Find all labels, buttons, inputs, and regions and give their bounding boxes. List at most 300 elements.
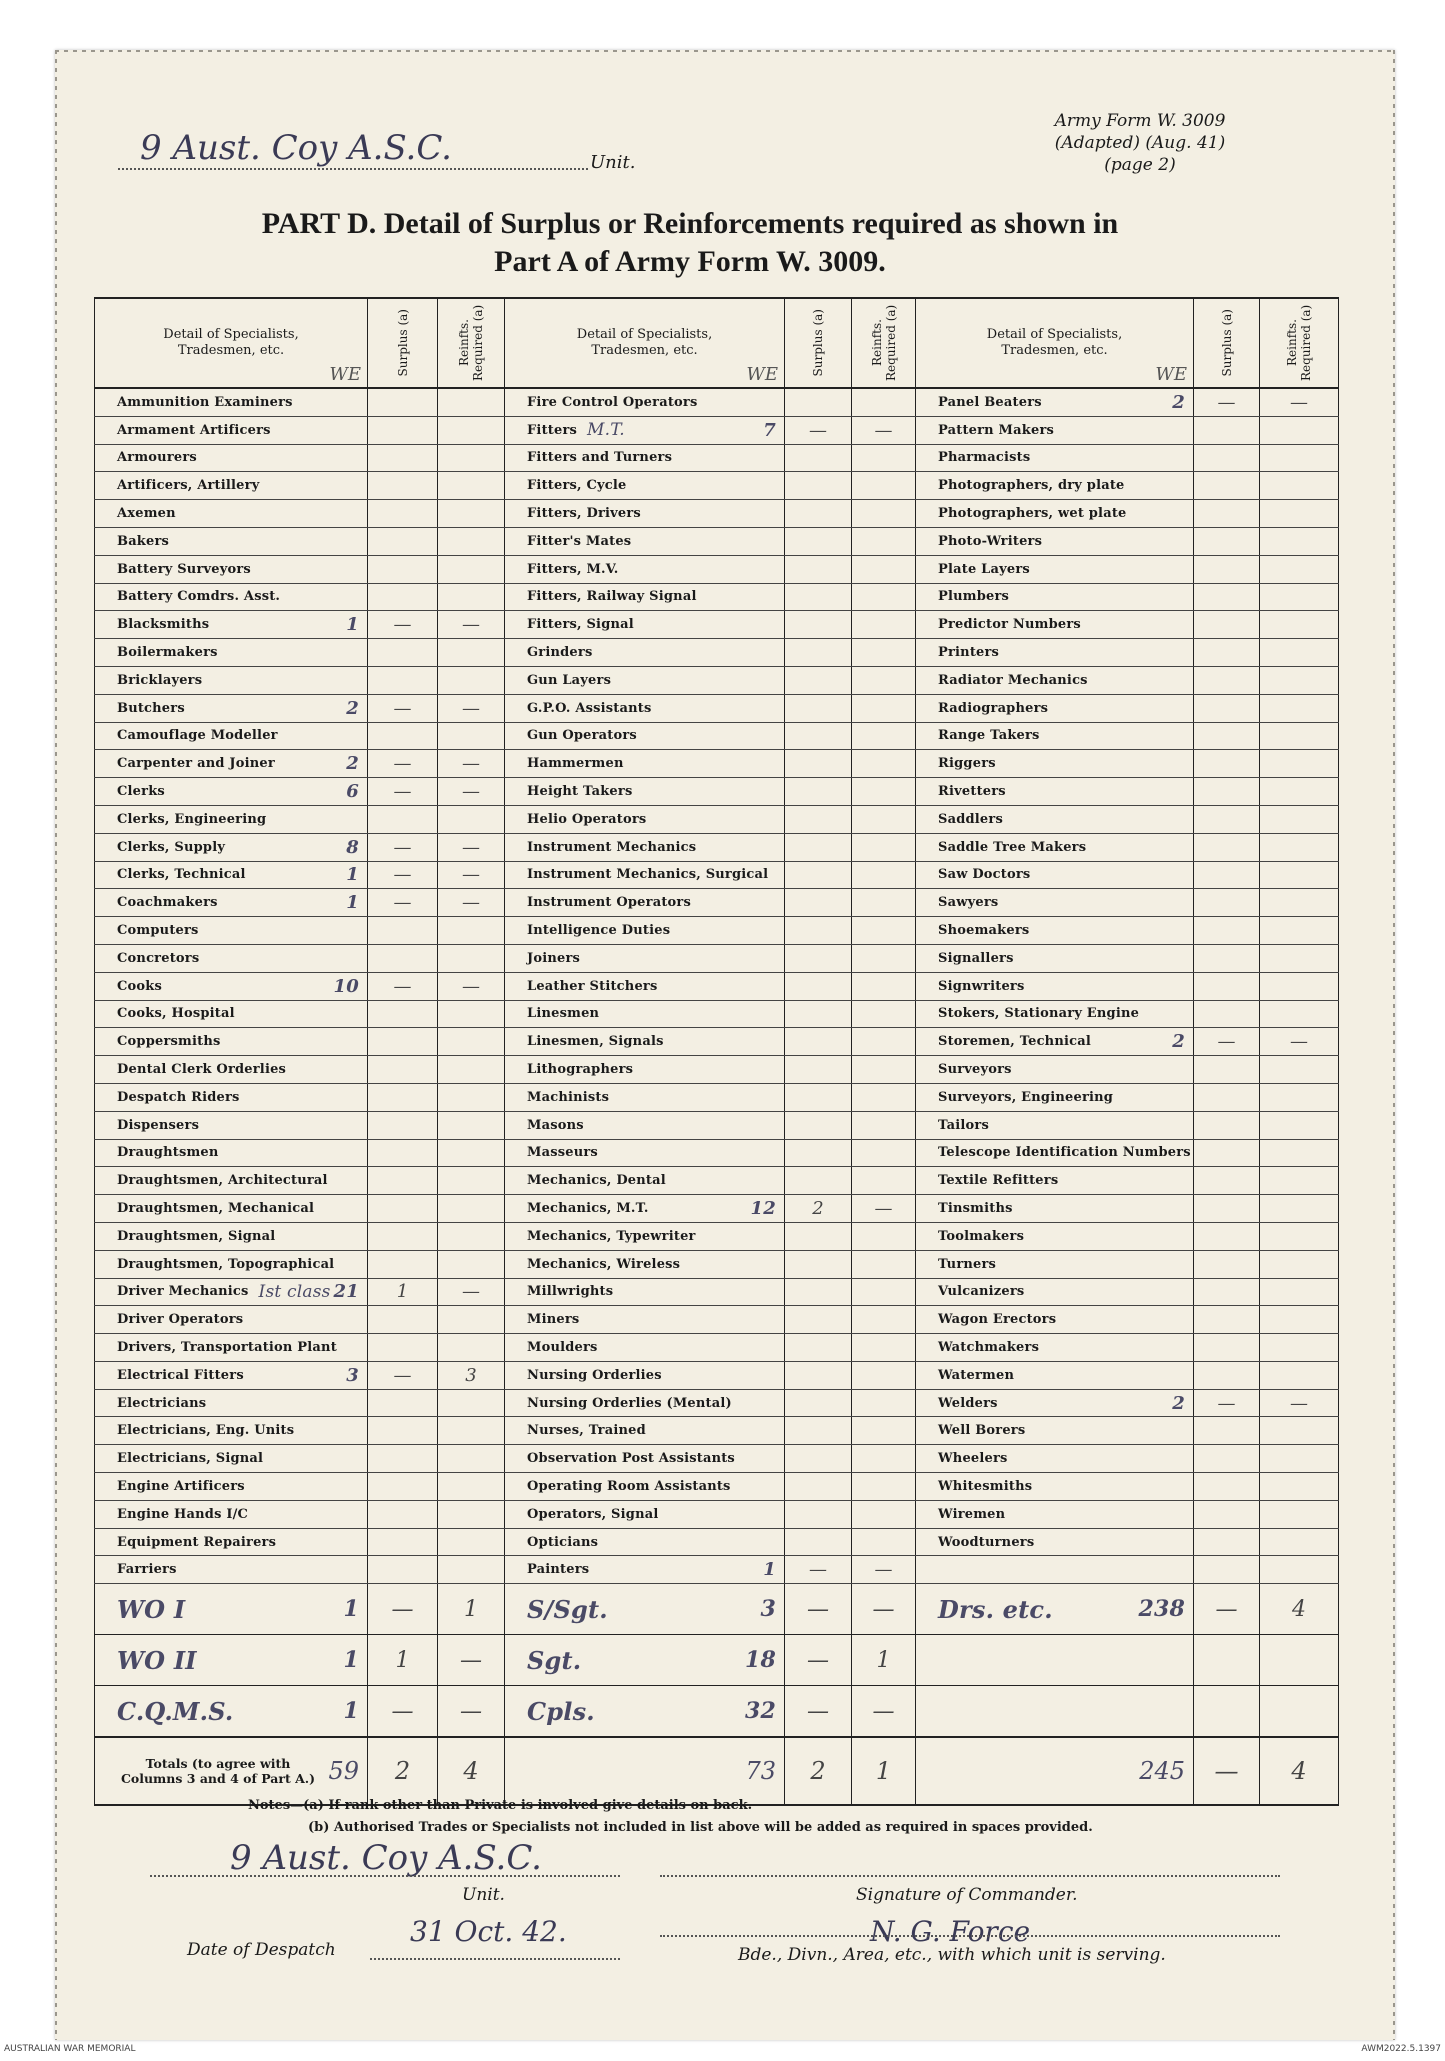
trade-name: Intelligence Duties	[527, 923, 671, 939]
table-row	[95, 583, 1339, 611]
reinf-cell	[852, 722, 916, 750]
form-ref-line3: (page 2)	[1104, 155, 1176, 175]
trade-name: Grinders	[527, 645, 593, 661]
surplus-cell	[368, 1111, 438, 1139]
trade-name: Textile Refitters	[938, 1173, 1059, 1189]
header-detail-3: Detail of Specialists, Tradesmen, etc. WE	[916, 298, 1194, 388]
trade-label	[916, 1556, 1194, 1584]
trade-label	[916, 1111, 1194, 1139]
reinf-cell	[1260, 1056, 1339, 1084]
trade-name: Clerks, Technical	[117, 867, 246, 883]
trade-label	[916, 778, 1194, 806]
header-surplus-1: Surplus (a)	[368, 298, 438, 388]
reinf-cell: —	[438, 694, 505, 722]
trade-name: Instrument Operators	[527, 895, 691, 911]
table-row	[95, 666, 1339, 694]
trade-name: Draughtsmen, Topographical	[117, 1256, 335, 1272]
reinf-cell: —	[438, 750, 505, 778]
surplus-cell	[785, 833, 852, 861]
trade-name: Fitters and Turners	[527, 450, 673, 466]
trade-name: Turners	[938, 1256, 997, 1272]
reinf-cell: —	[438, 972, 505, 1000]
trade-label	[95, 555, 368, 583]
surplus-cell: 2	[785, 1195, 852, 1223]
table-row	[95, 778, 1339, 806]
surplus-cell	[785, 1473, 852, 1501]
surplus-cell	[785, 1000, 852, 1028]
trade-label	[916, 1139, 1194, 1167]
trade-label	[505, 1686, 785, 1738]
surplus-cell: —	[785, 416, 852, 444]
trade-name: Millwrights	[527, 1284, 614, 1300]
trade-label	[505, 1028, 785, 1056]
surplus-cell: —	[368, 778, 438, 806]
surplus-cell	[368, 1389, 438, 1417]
header-reinf-1: Reinfts. Required (a)	[438, 298, 505, 388]
trade-label	[505, 1306, 785, 1334]
trade-name: S/Sgt.	[527, 1594, 608, 1624]
reinf-cell	[438, 1167, 505, 1195]
table-row	[95, 1389, 1339, 1417]
reinf-cell	[1260, 972, 1339, 1000]
reinf-cell: 1	[438, 1584, 505, 1635]
reinf-cell	[852, 1528, 916, 1556]
reinf-cell	[438, 722, 505, 750]
reinf-cell	[438, 666, 505, 694]
trade-label	[916, 1500, 1194, 1528]
sig-unit-label: Unit.	[462, 1885, 505, 1905]
reinf-cell	[438, 388, 505, 416]
table-row	[95, 694, 1339, 722]
reinf-cell	[1260, 1222, 1339, 1250]
trade-label	[95, 1250, 368, 1278]
trade-label	[916, 722, 1194, 750]
trade-label	[916, 750, 1194, 778]
surplus-cell	[1194, 1222, 1260, 1250]
trade-name: Engine Hands I/C	[117, 1506, 249, 1522]
trade-name: Butchers	[117, 700, 185, 716]
reinf-cell	[1260, 1111, 1339, 1139]
reinf-cell	[852, 1500, 916, 1528]
trade-label	[505, 555, 785, 583]
reinf-cell	[438, 944, 505, 972]
trade-name: Computers	[117, 923, 199, 939]
trade-label	[505, 1139, 785, 1167]
trade-name: G.P.O. Assistants	[527, 700, 652, 716]
reinf-cell: —	[438, 611, 505, 639]
trade-name: Fitter's Mates	[527, 533, 632, 549]
form-ref-line1: Army Form W. 3009	[1054, 111, 1226, 131]
trade-name: Nursing Orderlies	[527, 1367, 662, 1383]
trade-label	[95, 444, 368, 472]
surplus-cell: —	[368, 972, 438, 1000]
we-count: 2	[1172, 1392, 1185, 1414]
reinf-cell	[1260, 500, 1339, 528]
trade-label	[95, 1111, 368, 1139]
handwritten-note: M.T.	[587, 420, 625, 441]
reinf-cell	[852, 917, 916, 945]
table-row	[95, 1195, 1339, 1223]
we-count: 12	[750, 1198, 776, 1219]
surplus-cell	[1194, 805, 1260, 833]
we-count: 2	[1172, 1031, 1185, 1053]
trade-name: Plumbers	[938, 589, 1010, 605]
we-count: 1	[763, 1559, 776, 1581]
trade-name: Saddle Tree Makers	[938, 839, 1087, 855]
we-count: 3	[346, 1364, 359, 1386]
surplus-cell: —	[368, 694, 438, 722]
surplus-cell	[1194, 917, 1260, 945]
trade-label	[95, 1167, 368, 1195]
totals-label: Totals (to agree with Columns 3 and 4 of Part A.)	[120, 1756, 316, 1787]
total-reinf: 4	[438, 1737, 505, 1805]
surplus-cell	[785, 944, 852, 972]
we-mark: WE	[329, 364, 361, 385]
perforation-right	[1393, 50, 1395, 2040]
trade-name: Boilermakers	[117, 645, 218, 661]
reinf-cell: —	[438, 861, 505, 889]
table-header	[95, 298, 1339, 388]
we-mark: WE	[1155, 364, 1187, 385]
trade-label	[95, 1389, 368, 1417]
trade-label	[916, 694, 1194, 722]
trade-name: Wiremen	[938, 1506, 1006, 1522]
trade-label	[505, 1278, 785, 1306]
trade-name: Signallers	[938, 950, 1014, 966]
reinf-cell	[1260, 778, 1339, 806]
table-row	[95, 917, 1339, 945]
surplus-cell	[1194, 1056, 1260, 1084]
reinf-cell	[852, 611, 916, 639]
trade-label	[95, 805, 368, 833]
trade-name: Riggers	[938, 756, 996, 772]
total-surplus: 2	[785, 1737, 852, 1805]
we-count: 1	[343, 1698, 359, 1725]
reinf-cell	[1260, 472, 1339, 500]
trade-label	[916, 944, 1194, 972]
trade-label	[95, 1473, 368, 1501]
trade-label	[916, 889, 1194, 917]
trade-name: Fitters, Railway Signal	[527, 589, 697, 605]
trade-name: WO II	[117, 1645, 197, 1675]
reinf-cell	[852, 1278, 916, 1306]
trade-label	[505, 611, 785, 639]
surplus-cell	[368, 1028, 438, 1056]
surplus-cell	[1194, 1417, 1260, 1445]
trade-name: Fitters	[527, 422, 578, 438]
reinf-cell	[438, 1083, 505, 1111]
trade-name: Concretors	[117, 950, 200, 966]
trade-label	[95, 1139, 368, 1167]
reinf-cell: —	[438, 833, 505, 861]
trade-name: Driver Operators	[117, 1312, 244, 1328]
surplus-cell	[368, 1195, 438, 1223]
trade-label	[916, 639, 1194, 667]
trade-label	[95, 1056, 368, 1084]
surplus-cell	[785, 583, 852, 611]
trade-name: Draughtsmen, Architectural	[117, 1173, 328, 1189]
trade-label	[916, 555, 1194, 583]
trade-name: Wagon Erectors	[938, 1312, 1057, 1328]
surplus-cell	[1194, 1250, 1260, 1278]
trade-label	[95, 611, 368, 639]
surplus-cell	[785, 527, 852, 555]
we-count: 1	[346, 892, 359, 914]
trade-name: Plate Layers	[938, 561, 1030, 577]
reinf-cell	[1260, 1167, 1339, 1195]
surplus-cell	[785, 1361, 852, 1389]
we-count: 3	[760, 1596, 776, 1623]
unit-handwritten: 9 Aust. Coy A.S.C.	[140, 128, 452, 168]
surplus-cell	[368, 472, 438, 500]
title-line1: PART D. Detail of Surplus or Reinforcements required as shown in	[261, 207, 1119, 240]
surplus-cell	[1194, 778, 1260, 806]
trade-label	[505, 500, 785, 528]
surplus-cell: —	[785, 1556, 852, 1584]
surplus-cell	[785, 1389, 852, 1417]
trade-label	[916, 1361, 1194, 1389]
trade-label	[505, 388, 785, 416]
trade-label	[916, 416, 1194, 444]
reinf-cell	[1260, 1686, 1339, 1738]
surplus-cell	[1194, 1528, 1260, 1556]
trade-name: Carpenter and Joiner	[117, 756, 275, 772]
surplus-cell: —	[368, 861, 438, 889]
header-detail-1: Detail of Specialists, Tradesmen, etc. WE	[95, 298, 368, 388]
notes	[248, 1795, 1093, 1839]
trade-label	[916, 1306, 1194, 1334]
trade-name: Coachmakers	[117, 895, 218, 911]
handwritten-row	[95, 1584, 1339, 1635]
trade-label	[916, 1445, 1194, 1473]
trade-label	[95, 583, 368, 611]
surplus-cell	[1194, 1083, 1260, 1111]
table-row	[95, 1111, 1339, 1139]
trade-label	[505, 1222, 785, 1250]
sig-unit-handwritten: 9 Aust. Coy A.S.C.	[230, 1838, 542, 1878]
area-handwritten: N. G. Force	[870, 1915, 1031, 1948]
total-reinf: 1	[852, 1737, 916, 1805]
trade-label	[916, 1278, 1194, 1306]
trade-label	[505, 778, 785, 806]
reinf-cell	[852, 1445, 916, 1473]
form-reference	[1015, 110, 1265, 176]
surplus-cell	[1194, 472, 1260, 500]
trade-name: Height Takers	[527, 784, 633, 800]
reinf-cell	[1260, 1361, 1339, 1389]
surplus-cell	[368, 917, 438, 945]
surplus-cell	[785, 472, 852, 500]
reinf-cell	[438, 1417, 505, 1445]
surplus-cell	[368, 1334, 438, 1362]
note-b: (b) Authorised Trades or Specialists not included in list above will be added as required in spaces provided.	[308, 1820, 1093, 1835]
reinf-cell	[1260, 1417, 1339, 1445]
trade-name: Welders	[938, 1395, 998, 1411]
surplus-cell	[785, 1528, 852, 1556]
trade-name: Blacksmiths	[117, 617, 210, 633]
reinf-cell	[1260, 1083, 1339, 1111]
trade-name: Mechanics, Typewriter	[527, 1228, 696, 1244]
surplus-cell	[368, 527, 438, 555]
we-count: 2	[1172, 391, 1185, 413]
trade-name: Watermen	[938, 1367, 1015, 1383]
surplus-cell	[368, 639, 438, 667]
trade-name: Sawyers	[938, 895, 999, 911]
trade-label	[916, 388, 1194, 416]
reinf-cell	[438, 1473, 505, 1501]
we-count: 18	[744, 1647, 776, 1674]
surplus-cell	[785, 666, 852, 694]
reinf-cell	[438, 1389, 505, 1417]
surplus-cell	[368, 1000, 438, 1028]
surplus-cell	[785, 1222, 852, 1250]
reinf-cell	[852, 750, 916, 778]
unit-label: Unit.	[590, 152, 636, 173]
surplus-cell	[1194, 1445, 1260, 1473]
reinf-cell	[1260, 1635, 1339, 1686]
trade-name: Cooks, Hospital	[117, 1006, 235, 1022]
surplus-cell	[1194, 1139, 1260, 1167]
trade-label	[916, 1473, 1194, 1501]
trade-label	[916, 583, 1194, 611]
table-row	[95, 1361, 1339, 1389]
trade-name: Electricians, Eng. Units	[117, 1423, 295, 1439]
table-row	[95, 555, 1339, 583]
trade-label	[505, 444, 785, 472]
trade-name: Engine Artificers	[117, 1478, 245, 1494]
trade-name: Photographers, dry plate	[938, 478, 1125, 494]
surplus-cell	[1194, 722, 1260, 750]
table-row	[95, 1473, 1339, 1501]
trade-label	[95, 1556, 368, 1584]
trade-label	[95, 944, 368, 972]
trade-name: Telescope Identification Numbers	[938, 1145, 1191, 1161]
surplus-cell	[1194, 639, 1260, 667]
reinf-cell	[438, 416, 505, 444]
we-count: 21	[333, 1281, 359, 1303]
table-row	[95, 1167, 1339, 1195]
table-row	[95, 1056, 1339, 1084]
trade-label	[95, 917, 368, 945]
reinf-cell	[852, 1389, 916, 1417]
surplus-cell	[785, 1500, 852, 1528]
trade-label	[505, 1556, 785, 1584]
reinf-cell	[438, 583, 505, 611]
trade-name: Whitesmiths	[938, 1478, 1033, 1494]
surplus-cell	[368, 1167, 438, 1195]
header-reinf-2: Reinfts. Required (a)	[852, 298, 916, 388]
reinf-cell	[852, 1361, 916, 1389]
reinf-cell: —	[438, 1635, 505, 1686]
table-row	[95, 889, 1339, 917]
table-row	[95, 1556, 1339, 1584]
table-row	[95, 1000, 1339, 1028]
trade-name: Photo-Writers	[938, 533, 1043, 549]
surplus-cell	[368, 555, 438, 583]
date-label: Date of Despatch	[187, 1940, 336, 1960]
trade-label	[916, 527, 1194, 555]
trade-label	[916, 1635, 1194, 1686]
header-surplus-2: Surplus (a)	[785, 298, 852, 388]
reinf-cell	[1260, 611, 1339, 639]
trade-label	[505, 1334, 785, 1362]
trade-name: Cpls.	[527, 1696, 595, 1726]
trade-name: Axemen	[117, 506, 176, 522]
trade-label	[95, 972, 368, 1000]
we-count: 8	[346, 836, 359, 858]
commander-label: Signature of Commander.	[856, 1885, 1078, 1905]
table-row	[95, 722, 1339, 750]
header-surplus-3: Surplus (a)	[1194, 298, 1260, 388]
trade-label	[916, 1528, 1194, 1556]
trade-name: Mechanics, Dental	[527, 1173, 666, 1189]
table-row	[95, 1139, 1339, 1167]
trade-name: Leather Stitchers	[527, 978, 658, 994]
surplus-cell	[785, 889, 852, 917]
trade-name: Hammermen	[527, 756, 624, 772]
reinf-cell	[438, 1195, 505, 1223]
trade-label	[916, 1000, 1194, 1028]
reinf-cell	[852, 1028, 916, 1056]
surplus-cell: —	[368, 833, 438, 861]
surplus-cell	[368, 1500, 438, 1528]
trade-name: Operating Room Assistants	[527, 1478, 731, 1494]
table-row	[95, 1445, 1339, 1473]
reinf-cell	[852, 889, 916, 917]
trade-name: Lithographers	[527, 1062, 634, 1078]
reinf-cell	[438, 639, 505, 667]
trade-name: Printers	[938, 645, 1000, 661]
trade-label	[95, 1361, 368, 1389]
reinf-cell	[438, 527, 505, 555]
trade-label	[505, 694, 785, 722]
area-label: Bde., Divn., Area, etc., with which unit is serving.	[738, 1945, 1166, 1965]
reinf-cell	[1260, 1000, 1339, 1028]
reinf-cell	[852, 527, 916, 555]
area-line	[660, 1935, 1280, 1937]
trade-label	[505, 861, 785, 889]
trade-label	[505, 917, 785, 945]
surplus-cell	[368, 666, 438, 694]
reinf-cell: 3	[438, 1361, 505, 1389]
trade-name: Sgt.	[527, 1645, 582, 1675]
title-line2: Part A of Army Form W. 3009.	[494, 245, 886, 278]
trade-label	[505, 1584, 785, 1635]
trade-name: Panel Beaters	[938, 394, 1042, 410]
trade-label	[95, 416, 368, 444]
surplus-cell	[1194, 527, 1260, 555]
reinf-cell	[1260, 833, 1339, 861]
trade-name: Armourers	[117, 450, 197, 466]
trade-name: Electrical Fitters	[117, 1367, 244, 1383]
reinf-cell	[438, 1306, 505, 1334]
table-row	[95, 805, 1339, 833]
trade-label	[505, 527, 785, 555]
we-count: 2	[346, 753, 359, 775]
surplus-cell	[1194, 500, 1260, 528]
table-row	[95, 527, 1339, 555]
reinf-cell	[1260, 666, 1339, 694]
trade-name: Opticians	[527, 1534, 599, 1550]
reinf-cell	[1260, 917, 1339, 945]
trade-name: Photographers, wet plate	[938, 506, 1127, 522]
trade-label	[505, 1417, 785, 1445]
trade-label	[95, 778, 368, 806]
trade-label	[95, 1334, 368, 1362]
trade-label	[95, 1584, 368, 1635]
header-reinf-3: Reinfts. Required (a)	[1260, 298, 1339, 388]
surplus-cell	[1194, 1473, 1260, 1501]
